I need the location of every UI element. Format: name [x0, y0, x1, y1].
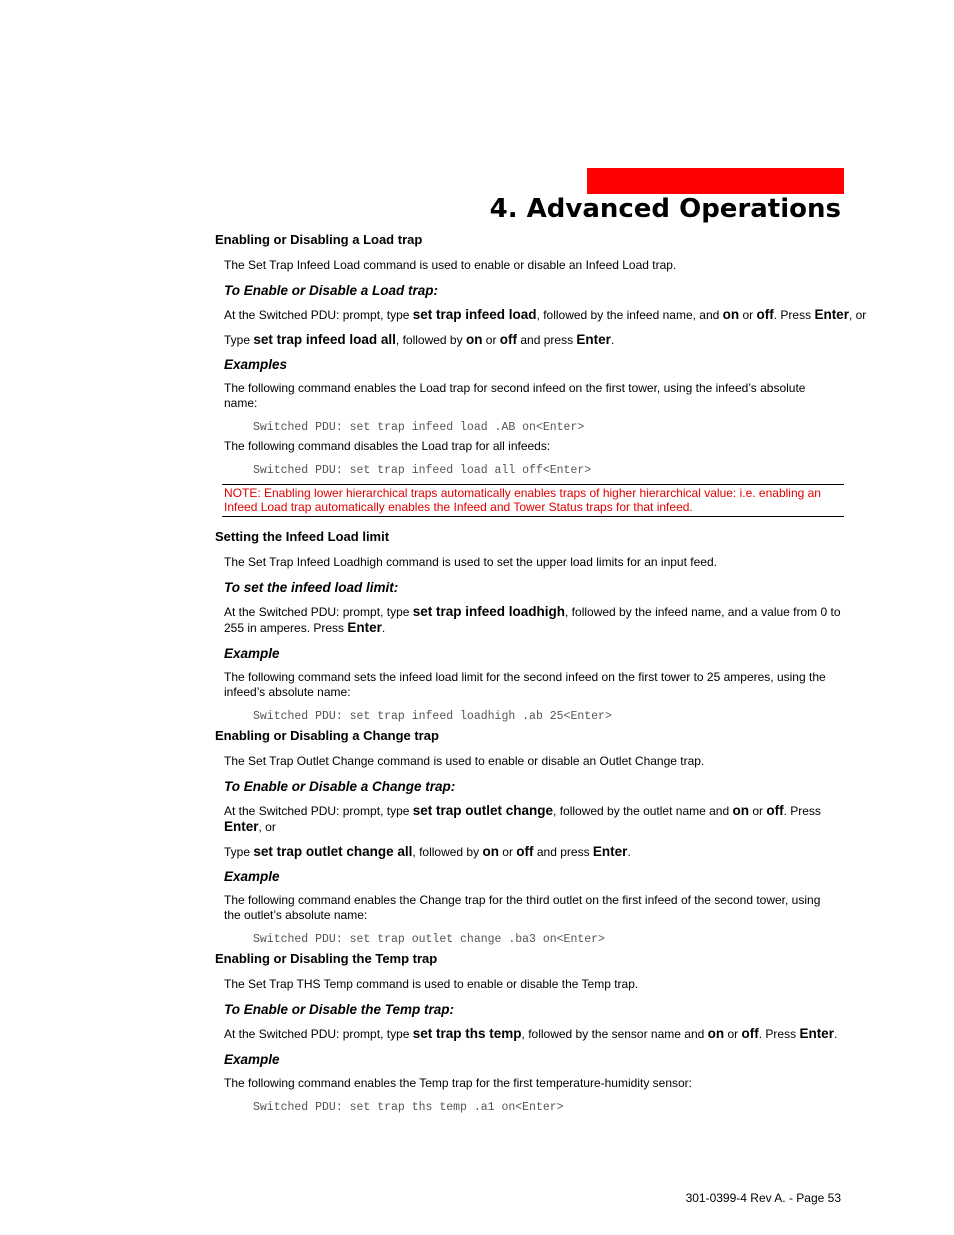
- example-heading: Example: [224, 646, 280, 661]
- command-example: Switched PDU: set trap infeed loadhigh .ab 25<Enter>: [253, 710, 612, 723]
- section-heading: Enabling or Disabling a Change trap: [215, 728, 439, 743]
- example-description: The following command enables the Load trap for second infeed on the first tower, using the infeed’s absolute name:: [224, 381, 806, 410]
- example-description: The following command disables the Load trap for all infeeds:: [224, 439, 551, 453]
- section-intro: The Set Trap Infeed Load command is used to enable or disable an Infeed Load trap.: [224, 258, 677, 272]
- section-heading: Setting the Infeed Load limit: [215, 529, 390, 544]
- procedure-heading: To Enable or Disable a Change trap:: [224, 779, 456, 794]
- procedure-step: At the Switched PDU: prompt, type set trap outlet change, followed by the outlet name and on or off. Press Enter, or: [224, 803, 821, 834]
- page-content: [215, 231, 885, 1115]
- section-heading: Enabling or Disabling the Temp trap: [215, 951, 438, 966]
- procedure-heading: To set the infeed load limit:: [224, 580, 399, 595]
- note-box: NOTE: Enabling lower hierarchical traps automatically enables traps of higher hierarchical value: i.e. enabling an Infeed Load trap automatically enables the Infeed and Tower Status traps for that infeed.: [222, 484, 844, 517]
- procedure-step: At the Switched PDU: prompt, type set trap ths temp, followed by the sensor name and on or off. Press Enter.: [224, 1026, 838, 1041]
- chapter-title: 4. Advanced Operations: [489, 194, 841, 224]
- procedure-step: Type set trap infeed load all, followed by on or off and press Enter.: [224, 332, 615, 347]
- example-description: The following command enables the Temp trap for the first temperature-humidity sensor:: [224, 1076, 692, 1090]
- procedure-step: At the Switched PDU: prompt, type set trap infeed load, followed by the infeed name, and on or off. Press Enter, or: [224, 307, 867, 322]
- example-description: The following command enables the Change trap for the third outlet on the first infeed of the second tower, using the outlet’s absolute name:: [224, 893, 821, 922]
- section-heading: Enabling or Disabling a Load trap: [215, 232, 423, 247]
- section-intro: The Set Trap THS Temp command is used to enable or disable the Temp trap.: [224, 977, 639, 991]
- command-example: Switched PDU: set trap outlet change .ba3 on<Enter>: [253, 933, 605, 946]
- example-heading: Example: [224, 869, 280, 884]
- example-description: The following command sets the infeed load limit for the second infeed on the first tower to 25 amperes, using the infeed’s absolute name:: [224, 670, 826, 699]
- example-heading: Example: [224, 1052, 280, 1067]
- page-footer: 301-0399-4 Rev A. - Page 53: [685, 1191, 841, 1205]
- procedure-step: At the Switched PDU: prompt, type set trap infeed loadhigh, followed by the infeed name, and a value from 0 to 255 in amperes. Press Enter.: [224, 604, 841, 635]
- command-example: Switched PDU: set trap infeed load all off<Enter>: [253, 464, 592, 477]
- examples-heading: Examples: [224, 357, 288, 372]
- chapter-color-bar: [587, 168, 844, 194]
- procedure-step: Type set trap outlet change all, followed by on or off and press Enter.: [224, 844, 631, 859]
- section-intro: The Set Trap Outlet Change command is used to enable or disable an Outlet Change trap.: [224, 754, 705, 768]
- procedure-heading: To Enable or Disable the Temp trap:: [224, 1002, 455, 1017]
- command-example: Switched PDU: set trap infeed load .AB on<Enter>: [253, 421, 585, 434]
- command-example: Switched PDU: set trap ths temp .a1 on<Enter>: [253, 1101, 564, 1114]
- procedure-heading: To Enable or Disable a Load trap:: [224, 283, 439, 298]
- section-intro: The Set Trap Infeed Loadhigh command is used to set the upper load limits for an input feed.: [224, 555, 717, 569]
